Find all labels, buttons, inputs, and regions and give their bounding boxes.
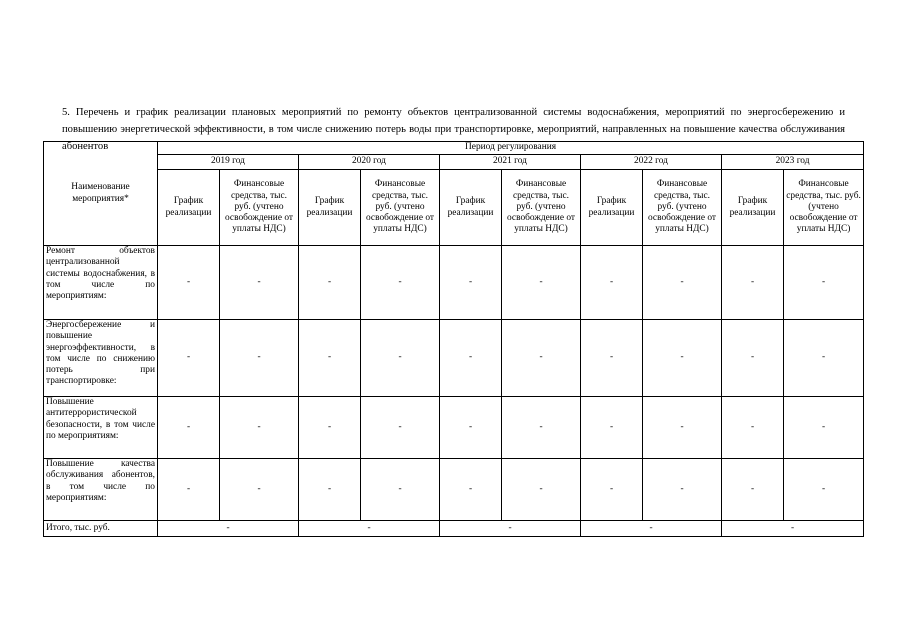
cell-value: - bbox=[502, 246, 581, 320]
total-value: - bbox=[158, 521, 299, 537]
row-name: Энергосбережение и повышение энергоэффективности, в том числе по снижению потерь при транспортировке: bbox=[44, 320, 158, 397]
cell-value: - bbox=[643, 397, 722, 459]
finance-header: Финансовые средства, тыс. руб. (учтено освобождение от уплаты НДС) bbox=[784, 170, 864, 246]
cell-value: - bbox=[643, 320, 722, 397]
cell-value: - bbox=[502, 397, 581, 459]
cell-value: - bbox=[581, 459, 643, 521]
period-header-row bbox=[44, 142, 864, 155]
schedule-header: График реализации bbox=[158, 170, 220, 246]
year-header: 2021 год bbox=[440, 155, 581, 170]
cell-value: - bbox=[220, 320, 299, 397]
row-name: Повышение качества обслуживания абонентов, в том числе по мероприятиям: bbox=[44, 459, 158, 521]
cell-value: - bbox=[158, 320, 220, 397]
section-heading: 5. Перечень и график реализации плановых мероприятий по ремонту объектов централизованной системы водоснабжения, мероприятий по энергосбережению и повышению энергетической эффективности, в том числе снижению потерь воды при транспортировке, мероприятий, направленных на повышение качества обслуживания абонентов bbox=[62, 106, 845, 152]
cell-value: - bbox=[299, 320, 361, 397]
finance-header: Финансовые средства, тыс. руб. (учтено освобождение от уплаты НДС) bbox=[643, 170, 722, 246]
schedule-header: График реализации bbox=[581, 170, 643, 246]
table-row bbox=[44, 459, 864, 521]
year-header: 2023 год bbox=[722, 155, 864, 170]
total-value: - bbox=[440, 521, 581, 537]
cell-value: - bbox=[299, 397, 361, 459]
table-row bbox=[44, 320, 864, 397]
total-value: - bbox=[722, 521, 864, 537]
plan-table bbox=[43, 141, 864, 537]
cell-value: - bbox=[722, 397, 784, 459]
cell-value: - bbox=[581, 397, 643, 459]
cell-value: - bbox=[440, 246, 502, 320]
cell-value: - bbox=[643, 246, 722, 320]
total-value: - bbox=[581, 521, 722, 537]
cell-value: - bbox=[722, 246, 784, 320]
cell-value: - bbox=[440, 397, 502, 459]
cell-value: - bbox=[299, 246, 361, 320]
cell-value: - bbox=[784, 246, 864, 320]
cell-value: - bbox=[784, 397, 864, 459]
total-row bbox=[44, 521, 864, 537]
schedule-header: График реализации bbox=[722, 170, 784, 246]
cell-value: - bbox=[361, 246, 440, 320]
total-label: Итого, тыс. руб. bbox=[44, 521, 158, 537]
schedule-header: График реализации bbox=[299, 170, 361, 246]
cell-value: - bbox=[643, 459, 722, 521]
cell-value: - bbox=[220, 246, 299, 320]
sub-header-row bbox=[44, 170, 864, 246]
year-header: 2019 год bbox=[158, 155, 299, 170]
cell-value: - bbox=[502, 459, 581, 521]
cell-value: - bbox=[581, 320, 643, 397]
cell-value: - bbox=[784, 459, 864, 521]
cell-value: - bbox=[722, 320, 784, 397]
row-name: Повышение антитеррористической безопасности, в том числе по мероприятиям: bbox=[44, 397, 158, 459]
cell-value: - bbox=[361, 397, 440, 459]
cell-value: - bbox=[361, 459, 440, 521]
table-row bbox=[44, 397, 864, 459]
finance-header: Финансовые средства, тыс. руб. (учтено освобождение от уплаты НДС) bbox=[220, 170, 299, 246]
cell-value: - bbox=[361, 320, 440, 397]
finance-header: Финансовые средства, тыс. руб. (учтено освобождение от уплаты НДС) bbox=[502, 170, 581, 246]
cell-value: - bbox=[158, 459, 220, 521]
total-value: - bbox=[299, 521, 440, 537]
year-header-row bbox=[44, 155, 864, 170]
cell-value: - bbox=[299, 459, 361, 521]
finance-header: Финансовые средства, тыс. руб. (учтено освобождение от уплаты НДС) bbox=[361, 170, 440, 246]
cell-value: - bbox=[220, 397, 299, 459]
cell-value: - bbox=[440, 320, 502, 397]
table-row bbox=[44, 246, 864, 320]
year-header: 2022 год bbox=[581, 155, 722, 170]
cell-value: - bbox=[784, 320, 864, 397]
cell-value: - bbox=[220, 459, 299, 521]
year-header: 2020 год bbox=[299, 155, 440, 170]
cell-value: - bbox=[502, 320, 581, 397]
name-column-header: Наименование мероприятия* bbox=[44, 142, 158, 246]
cell-value: - bbox=[581, 246, 643, 320]
cell-value: - bbox=[440, 459, 502, 521]
row-name: Ремонт объектов централизованной системы водоснабжения, в том числе по мероприятиям: bbox=[44, 246, 158, 320]
cell-value: - bbox=[158, 397, 220, 459]
period-header: Период регулирования bbox=[158, 142, 864, 155]
cell-value: - bbox=[158, 246, 220, 320]
cell-value: - bbox=[722, 459, 784, 521]
schedule-header: График реализации bbox=[440, 170, 502, 246]
